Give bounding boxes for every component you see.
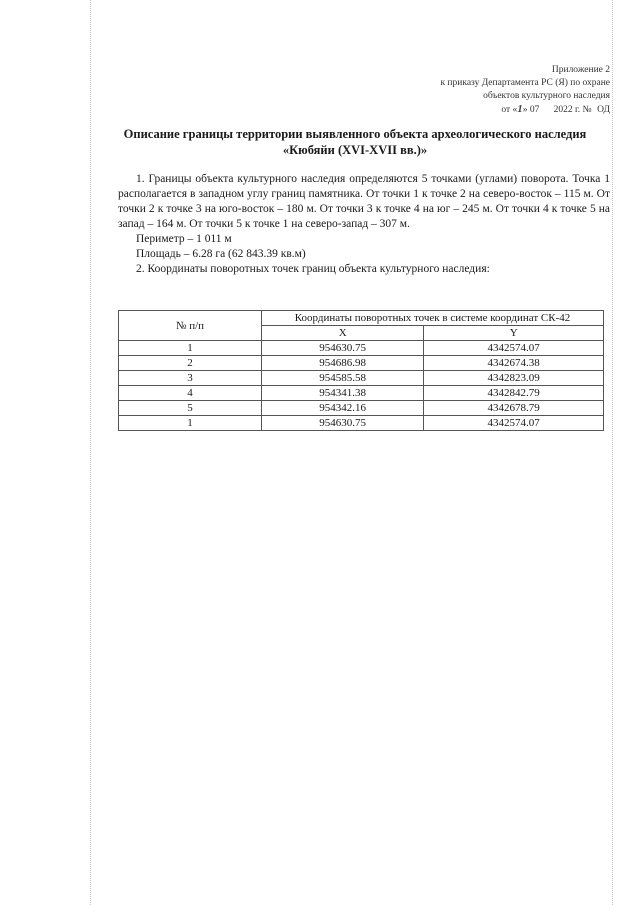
cell-number: 4 bbox=[119, 386, 262, 401]
table-row bbox=[119, 386, 604, 401]
date-day: 1 bbox=[517, 103, 523, 115]
header-y: Y bbox=[424, 326, 604, 341]
cell-number: 3 bbox=[119, 371, 262, 386]
cell-x: 954686.98 bbox=[262, 356, 424, 371]
cell-number: 5 bbox=[119, 401, 262, 416]
cell-y: 4342678.79 bbox=[424, 401, 604, 416]
cell-x: 954342.16 bbox=[262, 401, 424, 416]
paragraph-boundaries: 1. Границы объекта культурного наследия определяются 5 точками (углами) поворота. Точка 1 располагается в западном углу границ памятника. От точки 1 к точке 2 на северо-восток – 115 м. От точки 2 к точке 3 на юго-восток – 180 м. От точки 3 к точке 4 на юг – 245 м. От точки 4 к точке 5 на запад – 164 м. От точки 5 к точке 1 на северо-запад – 307 м. bbox=[118, 173, 610, 230]
cell-y: 4342823.09 bbox=[424, 371, 604, 386]
cell-x: 954630.75 bbox=[262, 341, 424, 356]
table-row bbox=[119, 356, 604, 371]
area-line: Площадь – 6.28 га (62 843.39 кв.м) bbox=[136, 248, 306, 260]
table-row bbox=[119, 371, 604, 386]
cell-number: 1 bbox=[119, 416, 262, 431]
cell-y: 4342842.79 bbox=[424, 386, 604, 401]
coordinates-table bbox=[118, 310, 604, 431]
date-year: 2022 г. № bbox=[553, 105, 592, 115]
scan-border-right bbox=[612, 0, 613, 905]
cell-x: 954630.75 bbox=[262, 416, 424, 431]
header-coordinates: Координаты поворотных точек в системе координат СК-42 bbox=[262, 311, 604, 326]
cell-y: 4342674.38 bbox=[424, 356, 604, 371]
table-row bbox=[119, 401, 604, 416]
cell-x: 954341.38 bbox=[262, 386, 424, 401]
table-row bbox=[119, 416, 604, 431]
header-x: X bbox=[262, 326, 424, 341]
title-line2: «Кюбяйи (XVI-XVII вв.)» bbox=[282, 143, 428, 157]
appendix-line1: Приложение 2 bbox=[551, 65, 610, 75]
table-header-row bbox=[119, 311, 604, 326]
title-line1: Описание границы территории выявленного объекта археологического наследия bbox=[123, 127, 587, 141]
scan-border-left bbox=[90, 0, 91, 905]
date-suffix: ОД bbox=[597, 105, 610, 115]
document-body bbox=[118, 172, 610, 277]
cell-x: 954585.58 bbox=[262, 371, 424, 386]
date-prefix: от « bbox=[501, 105, 518, 115]
date-month: » 07 bbox=[522, 105, 540, 115]
appendix-header bbox=[440, 64, 610, 117]
appendix-line3: объектов культурного наследия bbox=[483, 91, 610, 101]
perimeter-line: Периметр – 1 011 м bbox=[136, 233, 232, 245]
appendix-line2: к приказу Департамента РС (Я) по охране bbox=[440, 78, 610, 88]
table-row bbox=[119, 341, 604, 356]
cell-y: 4342574.07 bbox=[424, 416, 604, 431]
cell-y: 4342574.07 bbox=[424, 341, 604, 356]
appendix-dateline bbox=[440, 103, 610, 117]
cell-number: 1 bbox=[119, 341, 262, 356]
header-number: № п/п bbox=[119, 311, 262, 341]
cell-number: 2 bbox=[119, 356, 262, 371]
document-title bbox=[100, 126, 610, 158]
paragraph-coordinates-intro: 2. Координаты поворотных точек границ объекта культурного наследия: bbox=[136, 263, 490, 275]
